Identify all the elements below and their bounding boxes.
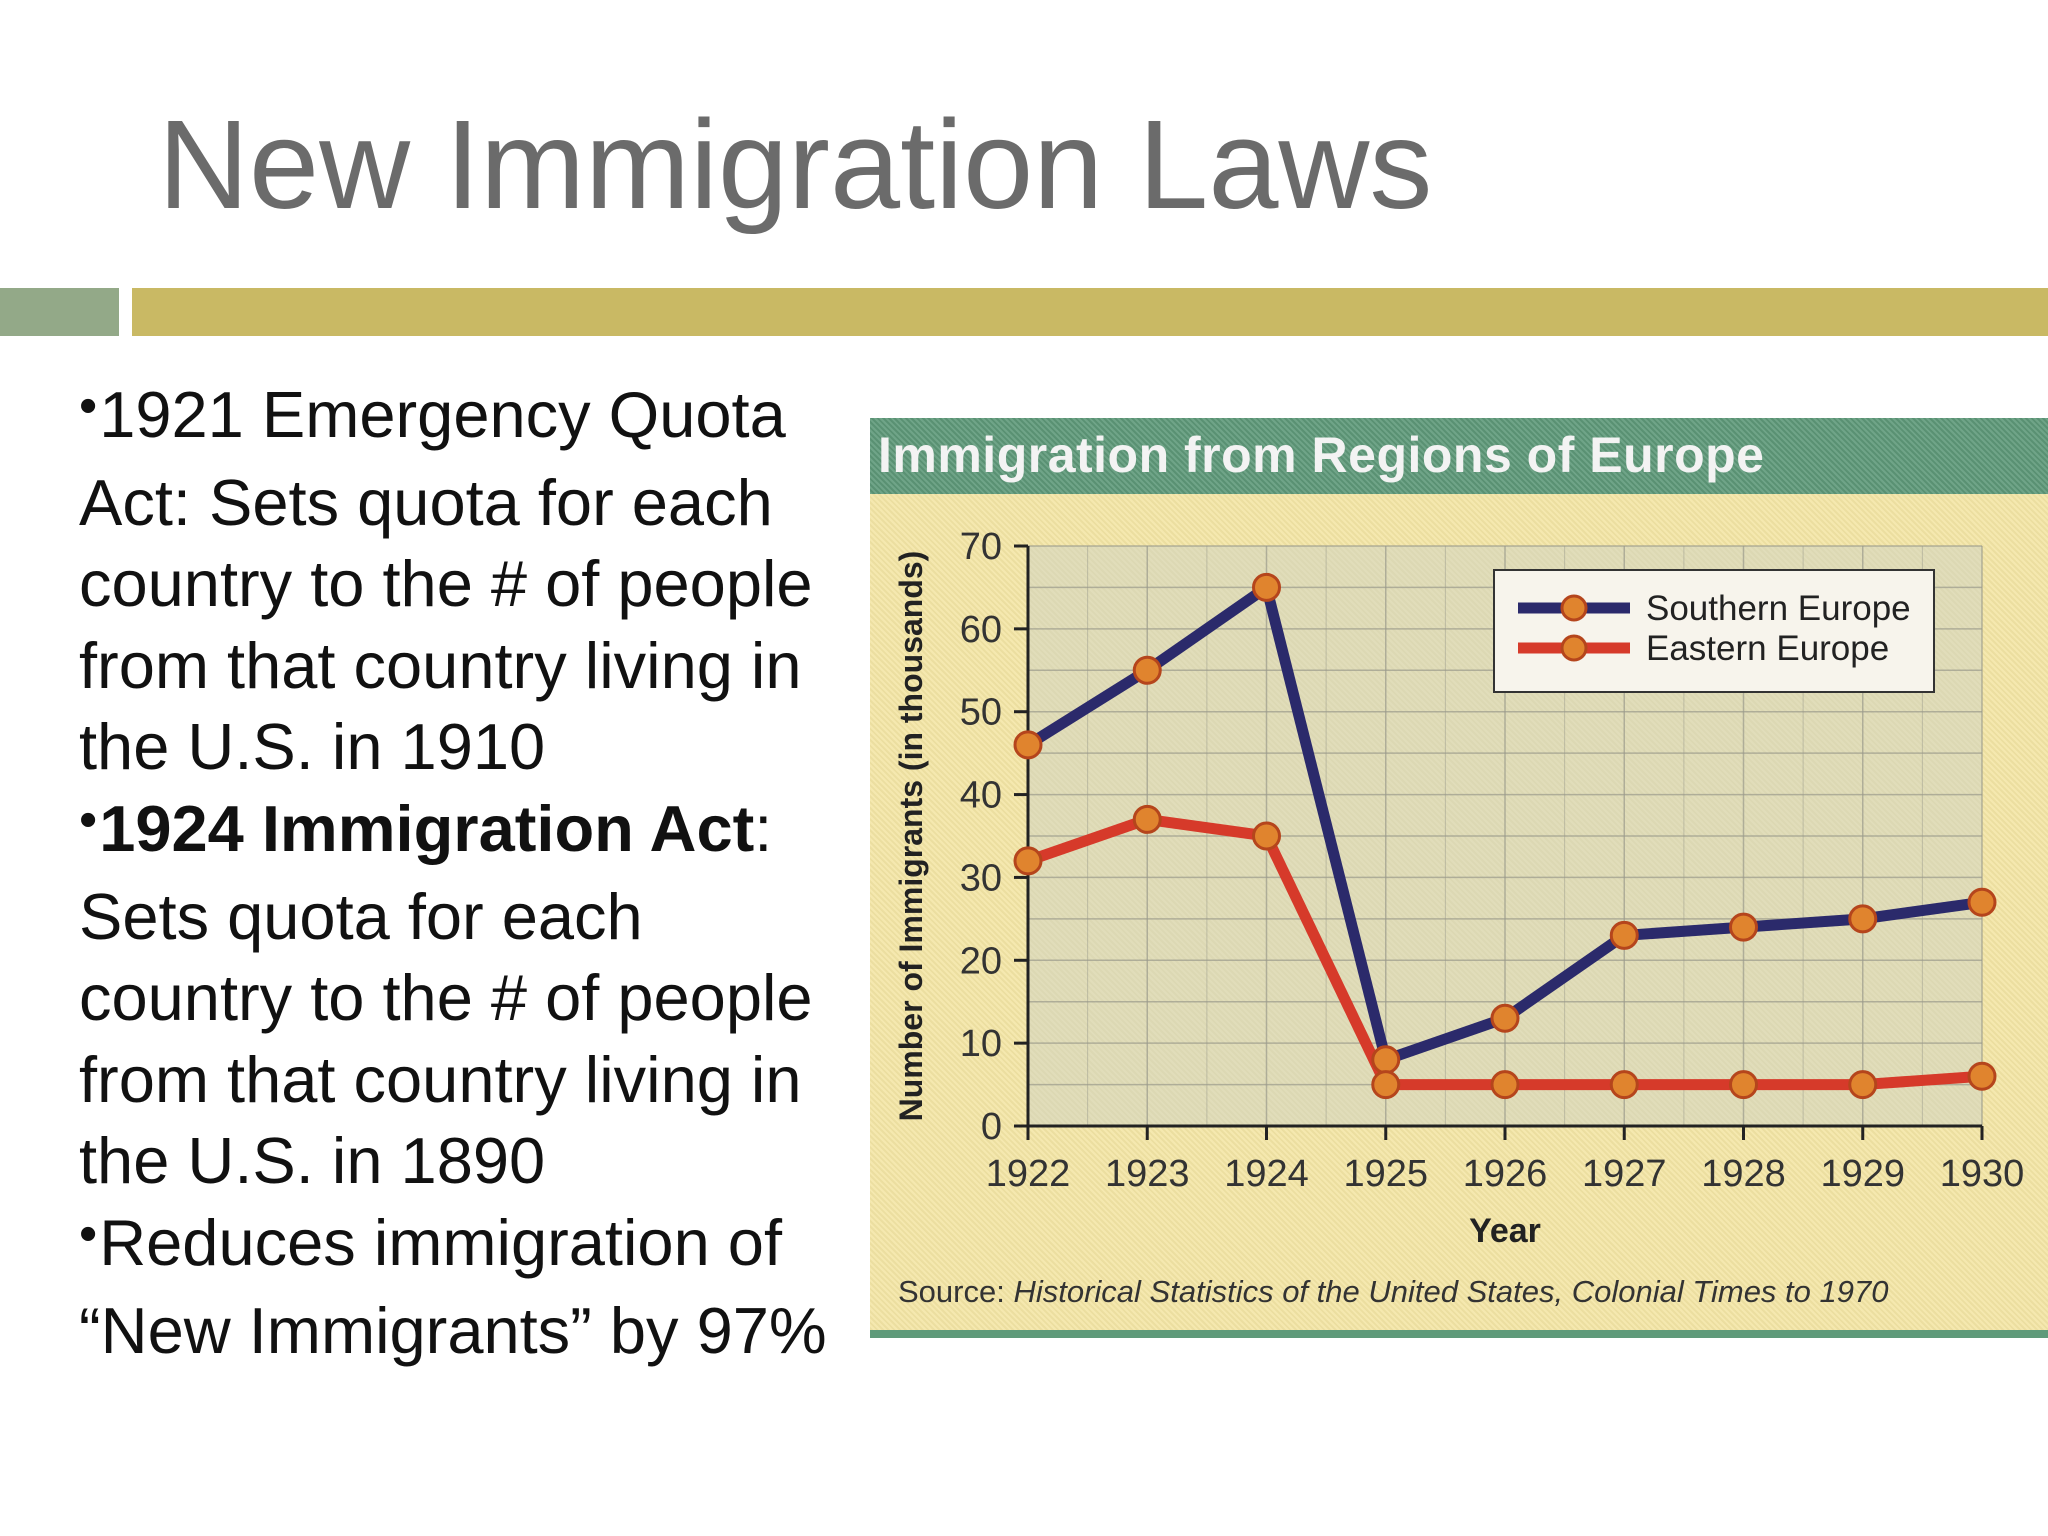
y-tick-label: 20 [959,940,1002,983]
source-title: Historical Statistics of the United States, Colonial Times to 1970 [1013,1274,1889,1309]
line-chart [870,418,2048,1338]
bullet-item [79,788,859,1202]
data-point [1254,574,1280,600]
accent-block [0,288,119,336]
bullet-text: : Sets quota for each country to the # of people from that country living in the U.S. in 1890 [79,791,813,1198]
bullet-text: 1921 Emergency Quota Act: Sets quota for each country to the # of people from that country living in the U.S. in 1910 [79,378,813,784]
data-point [1731,1072,1757,1098]
y-tick-label: 10 [959,1023,1002,1066]
legend-marker [1562,636,1586,660]
x-tick-label: 1928 [1701,1153,1786,1195]
bullet-dot-icon: • [79,1204,98,1263]
y-tick-label: 30 [959,857,1002,900]
x-tick-label: 1929 [1820,1153,1906,1195]
bullet-text: Reduces immigration of “New Immigrants” by 97% [79,1205,827,1367]
data-point [1134,657,1160,683]
chart-source [898,1274,1888,1310]
data-point [1850,1072,1876,1098]
chart-footer-line [870,1330,2048,1338]
y-tick-label: 60 [959,608,1002,651]
legend-marker [1562,596,1586,620]
y-axis-label: Number of Immigrants (in thousands) [893,550,929,1122]
data-point [1254,823,1280,849]
bullet-dot-icon: • [79,377,98,435]
bullet-dot-icon: • [79,790,98,849]
x-tick-label: 1927 [1581,1153,1667,1195]
legend-label: Southern Europe [1646,589,1911,628]
data-point [1969,889,1995,915]
data-point [1731,914,1757,940]
chart-panel [870,418,2048,1338]
data-point [1015,732,1041,758]
accent-bar [132,288,2048,336]
y-tick-label: 50 [959,691,1002,734]
data-point [1611,1072,1637,1098]
data-point [1373,1072,1399,1098]
slide-title: New Immigration Laws [158,94,1433,235]
data-point [1373,1047,1399,1073]
x-tick-label: 1924 [1224,1153,1309,1195]
bullet-bold-text: 1924 Immigration Act [99,791,755,865]
data-point [1850,906,1876,932]
source-label: Source: [898,1274,1005,1309]
x-tick-label: 1926 [1462,1153,1548,1195]
data-point [1611,922,1637,948]
y-tick-label: 40 [959,774,1002,817]
bullet-list [79,374,859,1371]
bullet-item [79,1202,859,1371]
x-tick-label: 1930 [1939,1153,2025,1195]
data-point [1492,1072,1518,1098]
data-point [1015,848,1041,874]
x-tick-label: 1923 [1104,1153,1190,1195]
bullet-item [79,374,859,788]
x-axis-label: Year [1469,1212,1541,1250]
chart-title: Immigration from Regions of Europe [878,427,1765,483]
data-point [1969,1063,1995,1089]
legend-label: Eastern Europe [1646,629,1890,668]
x-tick-label: 1922 [985,1153,1071,1195]
y-tick-label: 70 [959,526,1002,568]
x-tick-label: 1925 [1343,1153,1429,1195]
data-point [1492,1005,1518,1031]
y-tick-label: 0 [980,1106,1002,1148]
data-point [1134,806,1160,832]
